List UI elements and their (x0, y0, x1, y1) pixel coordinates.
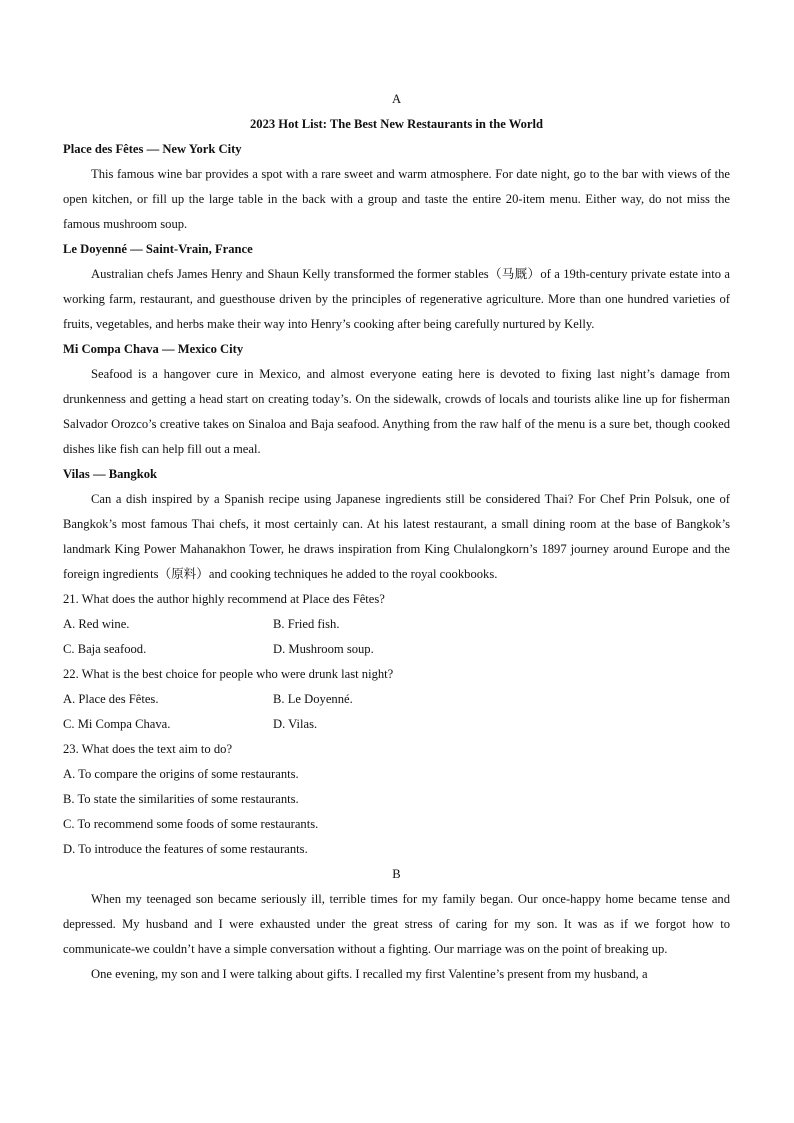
passage-paragraph: One evening, my son and I were talking about gifts. I recalled my first Valentine’s present from my husband, a (91, 967, 648, 981)
restaurant-heading: Le Doyenné — Saint-Vrain, France (63, 242, 253, 256)
answer-option: B. Fried fish. (273, 617, 340, 631)
answer-option: A. Place des Fêtes. (63, 692, 159, 706)
passage-a-letter: A (391, 92, 402, 106)
passage-b-letter: B (392, 867, 401, 881)
option-row (63, 687, 730, 712)
restaurant-heading: Place des Fêtes — New York City (63, 142, 242, 156)
answer-option: A. To compare the origins of some restaurants. (63, 767, 299, 781)
question-stem: 22. What is the best choice for people who were drunk last night? (63, 667, 394, 681)
restaurant-heading: Vilas — Bangkok (63, 467, 158, 481)
restaurant-description: Can a dish inspired by a Spanish recipe using Japanese ingredients still be considered Thai? For Chef Prin Polsuk, one of Bangkok’s most famous Thai chefs, it most certainly can. At his latest restaurant, a small dining room at the base of Bangkok’s landmark King Power Mahanakhon Tower, he draws inspiration from King Chulalongkorn’s 1897 journey around Europe and the foreign ingredients（原料）and cooking techniques he added to the royal cookbooks. (63, 492, 730, 581)
answer-option: D. Vilas. (273, 717, 318, 731)
answer-option: B. To state the similarities of some restaurants. (63, 792, 299, 806)
answer-option: C. Baja seafood. (63, 642, 147, 656)
option-row (63, 612, 730, 637)
answer-option: D. To introduce the features of some restaurants. (63, 842, 308, 856)
answer-option: A. Red wine. (63, 617, 130, 631)
restaurant-description: Seafood is a hangover cure in Mexico, and almost everyone eating here is devoted to fixing last night’s damage from drunkenness and getting a head start on creating today’s. On the sidewalk, crowds of locals and tourists alike line up for fisherman Salvador Orozco’s creative takes on Sinaloa and Baja seafood. Anything from the raw half of the menu is a sure bet, though cooked dishes like fish can help fill out a meal. (63, 367, 730, 456)
restaurant-description: This famous wine bar provides a spot with a rare sweet and warm atmosphere. For date night, go to the bar with views of the open kitchen, or fill up the large table in the back with a group and taste the entire 20-item menu. Either way, do not miss the famous mushroom soup. (63, 167, 730, 231)
question-stem: 21. What does the author highly recommend at Place des Fêtes? (63, 592, 385, 606)
question-stem: 23. What does the text aim to do? (63, 742, 233, 756)
restaurant-description: Australian chefs James Henry and Shaun Kelly transformed the former stables（马厩）of a 19th-century private estate into a working farm, restaurant, and guesthouse driven by the principles of regenerative agriculture. More than one hundred varieties of fruits, vegetables, and herbs make their way into Henry’s cooking after being carefully nurtured by Kelly. (63, 267, 730, 331)
answer-option: B. Le Doyenné. (273, 692, 353, 706)
answer-option: C. Mi Compa Chava. (63, 717, 171, 731)
answer-option: D. Mushroom soup. (273, 642, 374, 656)
option-row (63, 637, 730, 662)
restaurant-heading: Mi Compa Chava — Mexico City (63, 342, 244, 356)
answer-option: C. To recommend some foods of some restaurants. (63, 817, 319, 831)
exam-page (63, 87, 730, 987)
passage-paragraph: When my teenaged son became seriously ill, terrible times for my family began. Our once-happy home became tense and depressed. My husband and I were exhausted under the great stress of caring for my son. It was as if we forgot how to communicate-we couldn’t have a simple conversation without a fighting. Our marriage was on the point of breaking up. (63, 892, 730, 956)
passage-a-title: 2023 Hot List: The Best New Restaurants in the World (249, 117, 544, 131)
option-row (63, 712, 730, 737)
